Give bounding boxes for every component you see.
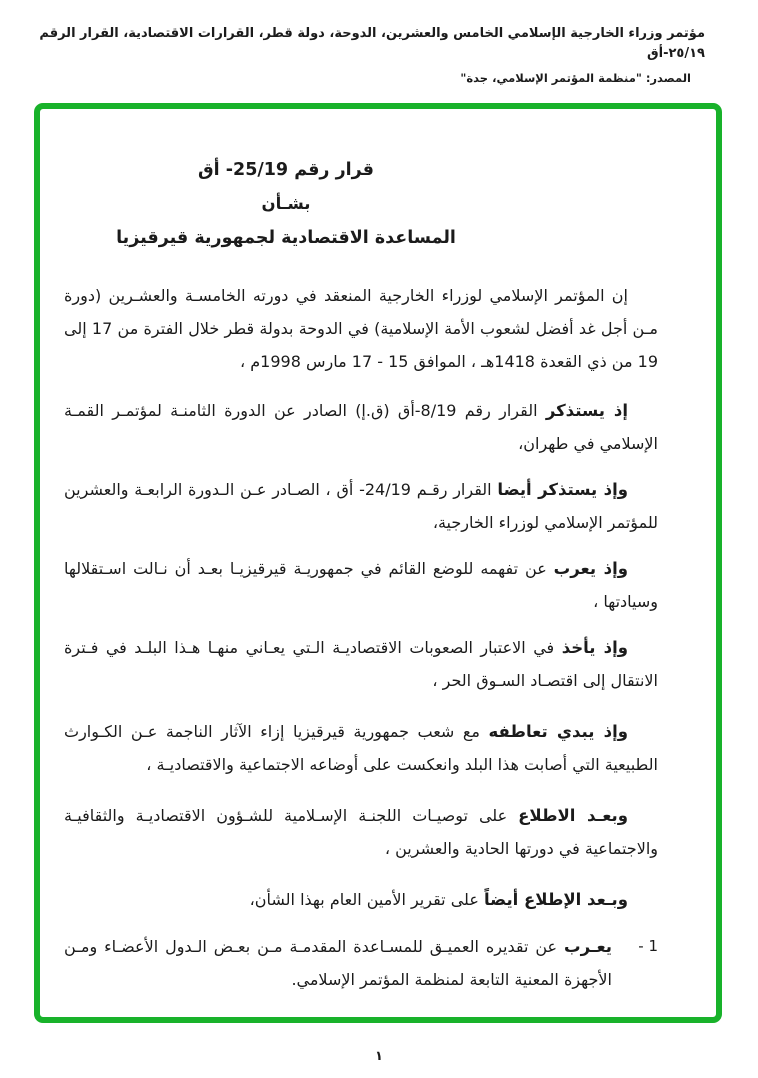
paragraph-lead: وبـعد الإطلاع أيضاً	[483, 890, 628, 909]
having-reviewed-paragraph	[64, 799, 658, 865]
paragraph-text: القرار رقم 8/19-أق (ق.إ) الصادر عن الدورة الثامنـة لمؤتمـر القمـة الإسلامي في طهران،	[64, 401, 658, 453]
resolution-regarding-label: بشـأن	[261, 194, 311, 213]
paragraph-text: على توصيـات اللجنـة الإسـلامية للشـؤون الاقتصاديـة والثقافيـة والاجتماعية في دورتها الحادية والعشرين ،	[64, 806, 658, 858]
page-number: ١	[375, 1049, 383, 1064]
recalling-paragraph	[64, 394, 658, 460]
item-text	[64, 930, 612, 996]
preamble-paragraph	[64, 279, 658, 378]
resolution-number: قرار رقم 25/19- أق	[198, 160, 374, 180]
paragraph-lead: وإذ يعرب	[553, 559, 628, 578]
paragraph-text: في الاعتبار الصعوبات الاقتصاديـة الـتي يعـاني منهـا هـذا البلـد في فـترة الانتقال إلى اقتصـاد السـوق الحر ،	[64, 638, 658, 690]
paragraph-lead: وبعـد الاطلاع	[518, 806, 628, 825]
document-body	[40, 109, 716, 1017]
paragraph-lead: وإذ يستذكر أيضا	[497, 480, 628, 499]
paragraph-text: على تقرير الأمين العام بهذا الشأن،	[249, 890, 484, 909]
header-citation-line: مؤتمر وزراء الخارجية الإسلامي الخامس والعشرين، الدوحة، دولة قطر، القرارات الاقتصادية، القرار الرقم ٢٥/١٩-أق	[39, 26, 705, 61]
item-body: عن تقديره العميـق للمسـاعدة المقدمـة مـن بعـض الـدول الأعضـاء ومـن الأجهزة المعنية التابعة لمنظمة المؤتمر الإسلامي.	[64, 937, 612, 989]
operative-item-1	[64, 930, 658, 996]
document-header	[0, 24, 705, 86]
paragraph-text: القرار رقـم 24/19- أق ، الصـادر عـن الـدورة الرابعـة والعشرين للمؤتمر الإسلامي لوزراء الخارجية،	[64, 480, 658, 532]
item-number: 1 -	[638, 937, 658, 955]
paragraph-lead: وإذ يأخذ	[561, 638, 629, 657]
paragraph-lead: وإذ يبدي تعاطفه	[488, 722, 628, 741]
resolution-subject: المساعدة الاقتصادية لجمهورية قيرقيزيا	[116, 228, 456, 248]
paragraph-lead: إذ يستذكر	[545, 401, 628, 420]
green-border-frame	[34, 103, 722, 1023]
paragraph-text: مع شعب جمهورية قيرقيزيا إزاء الآثار الناجمة عـن الكـوارث الطبيعية التي أصابت هذا البلد وانعكست على أوضاعه الاجتماعية والاقتصاديـة ،	[64, 722, 658, 774]
recalling-also-paragraph	[64, 473, 658, 539]
paragraph-text: عن تفهمه للوضع القائم في جمهوريـة قيرقيزيـا بعـد أن نـالت اسـتقلالها وسيادتها ،	[64, 559, 658, 611]
resolution-title-block	[64, 153, 658, 255]
header-source-line: المصدر: "منظمة المؤتمر الإسلامي، جدة"	[460, 71, 691, 85]
taking-into-account-paragraph	[64, 631, 658, 697]
expressing-sympathy-paragraph	[64, 715, 658, 781]
item-lead: يعـرب	[564, 937, 612, 956]
having-reviewed-also-paragraph	[64, 883, 658, 916]
expressing-understanding-paragraph	[64, 552, 658, 618]
paragraph-text: إن المؤتمر الإسلامي لوزراء الخارجية المنعقد في دورته الخامسـة والعشـرين (دورة مـن أجل غد أفضل لشعوب الأمة الإسلامية) في الدوحة بدولة قطر خلال الفترة من 17 إلى 19 من ذي القعدة 1418هـ ، الموافق 15 - 17 مارس 1998م ،	[64, 286, 658, 371]
